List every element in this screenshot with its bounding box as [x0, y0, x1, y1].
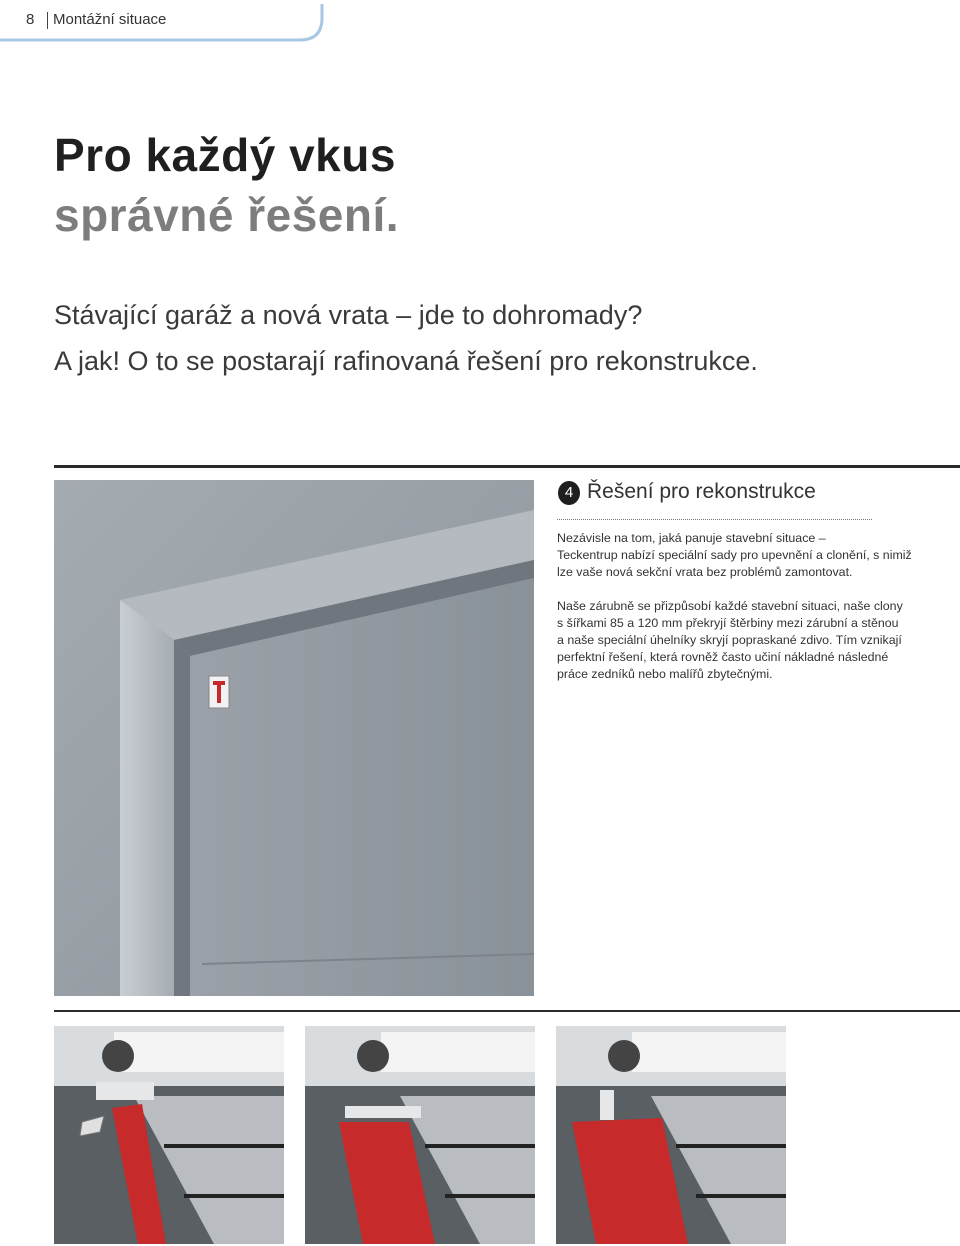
paragraph-2 [557, 598, 903, 683]
dotted-divider [557, 519, 872, 520]
paragraph-1-line: Teckentrup nabízí speciální sady pro upevnění a clonění, s nimiž [557, 548, 912, 562]
sidebar-title: Řešení pro rekonstrukce [587, 480, 816, 503]
middle-rule [54, 1010, 960, 1012]
paragraph-2-line: perfektní řešení, která rovněž často učiní nákladné následné [557, 650, 889, 664]
header-tab [0, 0, 330, 42]
top-rule [54, 465, 960, 468]
paragraph-2-line: a naše speciální úhelníky skryjí popraskané zdivo. Tím vznikají [557, 633, 902, 647]
paragraph-2-line: práce zedníků nebo malířů zbytečnými. [557, 667, 773, 681]
header-divider [47, 12, 48, 29]
subheadline-line-2: A jak! O to se postarají rafinovaná řešení pro rekonstrukce. [54, 346, 758, 376]
headline-line-1: Pro každý vkus [54, 129, 396, 181]
paragraph-1 [557, 530, 912, 581]
paragraph-1-line: lze vaše nová sekční vrata bez problémů zamontovat. [557, 565, 853, 579]
section-number-badge: 4 [558, 481, 580, 505]
headline-line-2: správné řešení. [54, 189, 400, 241]
installation-diagram-3 [556, 1026, 786, 1244]
paragraph-2-line: Naše zárubně se přizpůsobí každé stavební situaci, naše clony [557, 599, 903, 613]
subheadline-line-1: Stávající garáž a nová vrata – jde to dohromady? [54, 300, 643, 330]
installation-diagram-1 [54, 1026, 284, 1244]
paragraph-1-line: Nezávisle na tom, jaká panuje stavební situace – [557, 531, 826, 545]
page-number: 8 [26, 11, 35, 28]
garage-door-photo [54, 480, 534, 996]
section-title: Montážní situace [53, 11, 167, 28]
installation-diagram-2 [305, 1026, 535, 1244]
paragraph-2-line: s šířkami 85 a 120 mm překryjí štěrbiny mezi zárubní a stěnou [557, 616, 899, 630]
